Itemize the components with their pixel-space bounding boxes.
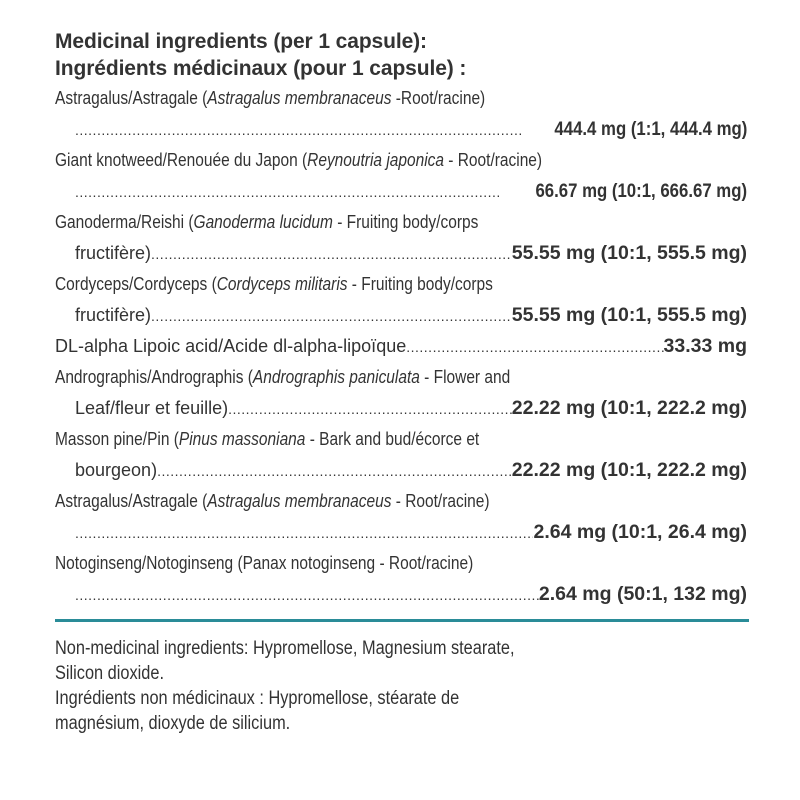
ingredient-amount-line: ..... 444.4 mg (1:1, 444.4 mg) bbox=[55, 114, 747, 145]
ingredient-name-line: Astragalus/Astragale (Astragalus membranaceus -Root/racine) bbox=[55, 88, 486, 108]
ingredient-amount-line: fructifère) ..... 55.55 mg (10:1, 555.5 mg) bbox=[55, 300, 747, 331]
title-en: Medicinal ingredients (per 1 capsule): bbox=[55, 30, 427, 53]
non-medicinal-fr-line1: Ingrédients non médicinaux : Hypromellose, stéarate de bbox=[55, 688, 460, 709]
ingredient-amount-line: ..... 2.64 mg (50:1, 132 mg) bbox=[55, 579, 747, 610]
dot-leader bbox=[151, 239, 512, 270]
non-medicinal-ingredients bbox=[55, 636, 747, 736]
ingredient-amount-line: ..... 2.64 mg (10:1, 26.4 mg) bbox=[55, 517, 747, 548]
ingredient-list bbox=[55, 83, 747, 610]
ingredient-amount-line: fructifère) ..... 55.55 mg (10:1, 555.5 mg) bbox=[55, 238, 747, 269]
dot-leader bbox=[75, 177, 501, 208]
ingredients-panel bbox=[55, 28, 747, 736]
dot-leader bbox=[228, 394, 512, 425]
ingredient-amount-line: Leaf/fleur et feuille) ..... 22.22 mg (10:1, 222.2 mg) bbox=[55, 393, 747, 424]
dot-leader bbox=[75, 580, 539, 611]
ingredient-name-line: Giant knotweed/Renouée du Japon (Reynoutria japonica - Root/racine) bbox=[55, 150, 543, 170]
dot-leader bbox=[157, 456, 512, 487]
ingredient-name-line: Notoginseng/Notoginseng (Panax notoginseng - Root/racine) bbox=[55, 553, 474, 573]
non-medicinal-en-line1: Non-medicinal ingredients: Hypromellose, Magnesium stearate, bbox=[55, 638, 515, 659]
dot-leader bbox=[75, 518, 533, 549]
ingredient-name-line: Astragalus/Astragale (Astragalus membranaceus - Root/racine) bbox=[55, 491, 490, 511]
dot-leader bbox=[75, 115, 523, 146]
title-fr: Ingrédients médicinaux (pour 1 capsule) : bbox=[55, 57, 467, 80]
dot-leader bbox=[406, 332, 663, 363]
non-medicinal-fr-line2: magnésium, dioxyde de silicium. bbox=[55, 713, 291, 734]
ingredient-amount-line: ..... 66.67 mg (10:1, 666.67 mg) bbox=[55, 176, 747, 207]
ingredient-amount-line: bourgeon) ..... 22.22 mg (10:1, 222.2 mg) bbox=[55, 455, 747, 486]
dot-leader bbox=[151, 301, 512, 332]
ingredient-name-line: Ganoderma/Reishi (Ganoderma lucidum - Fruiting body/corps bbox=[55, 212, 479, 232]
ingredient-name-line: Andrographis/Andrographis (Andrographis paniculata - Flower and bbox=[55, 367, 511, 387]
non-medicinal-en-line2: Silicon dioxide. bbox=[55, 663, 165, 684]
ingredient-name-line: Masson pine/Pin (Pinus massoniana - Bark and bud/écorce et bbox=[55, 429, 480, 449]
ingredient-single-line: DL-alpha Lipoic acid/Acide dl-alpha-lipoïque ..... 33.33 mg bbox=[55, 331, 747, 362]
section-divider bbox=[55, 619, 749, 622]
ingredient-name-line: Cordyceps/Cordyceps (Cordyceps militaris - Fruiting body/corps bbox=[55, 274, 493, 294]
